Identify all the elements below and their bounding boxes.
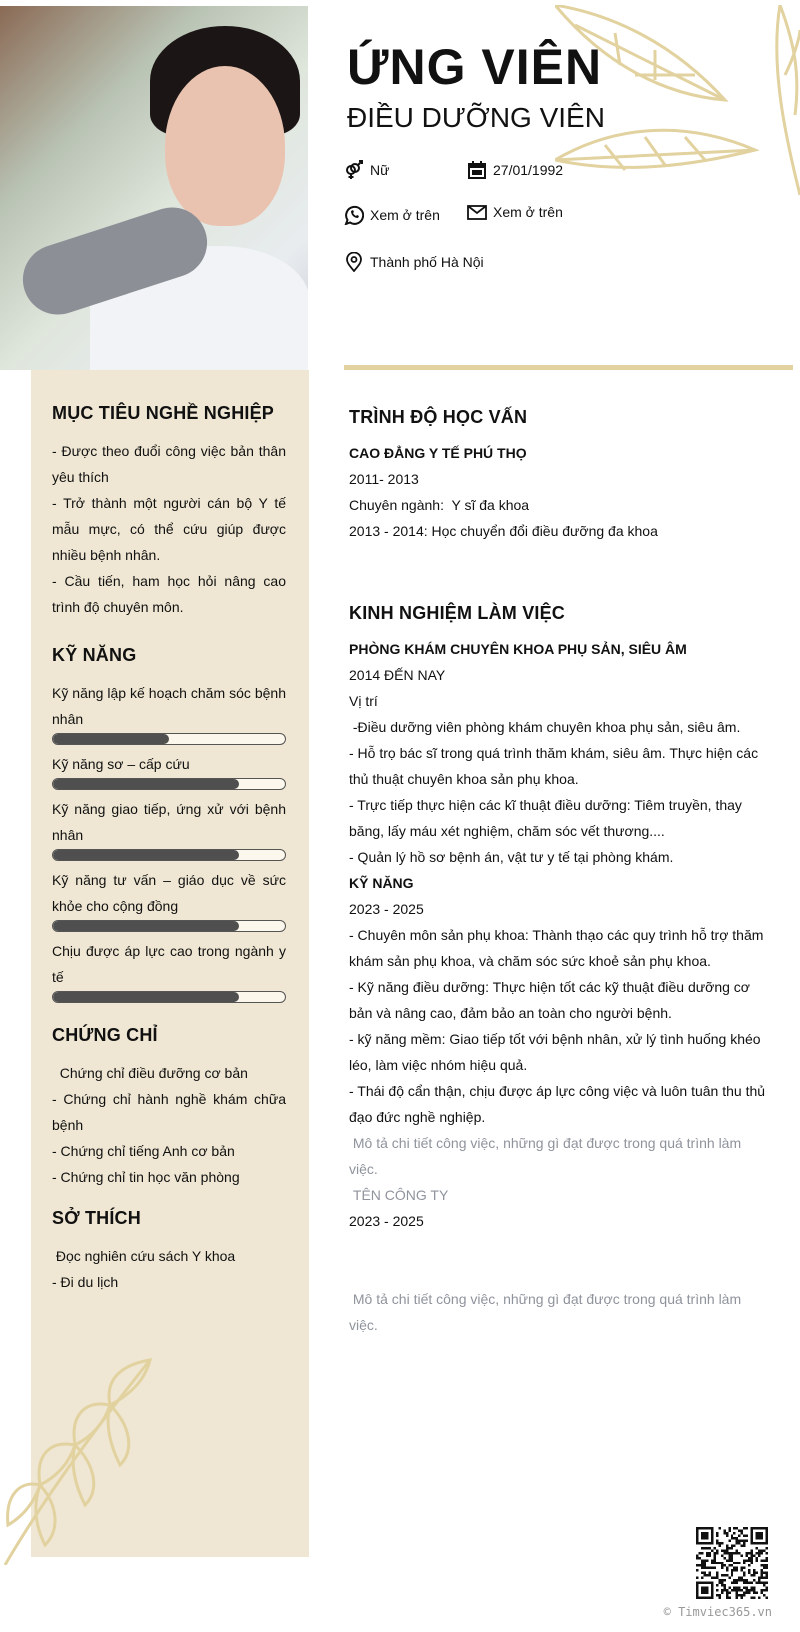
company-name: TÊN CÔNG TY: [349, 1187, 449, 1203]
job-description-placeholder: Mô tả chi tiết công việc, những gì đạt được trong quá trình làm việc.: [349, 1135, 746, 1177]
job-description-line: - Kỹ năng điều dưỡng: Thực hiện tốt các kỹ thuật điều dưỡng cơ bản và nâng cao, đảm bảo an toàn cho người bệnh.: [349, 979, 754, 1021]
job-description-placeholder: Mô tả chi tiết công việc, những gì đạt được trong quá trình làm việc.: [349, 1291, 746, 1333]
header-divider: [344, 365, 793, 370]
skill-level-fill: [53, 779, 239, 789]
objective-title: MỤC TIÊU NGHỀ NGHIỆP: [52, 403, 275, 423]
birthday-info: [467, 160, 563, 180]
candidate-name: ỨNG VIÊN: [347, 39, 603, 95]
job-description-line: -Điều dưỡng viên phòng khám chuyên khoa phụ sản, siêu âm.: [349, 719, 741, 735]
profile-photo: [0, 6, 308, 370]
skill-label: Chịu được áp lực cao trong ngành y tế: [52, 943, 286, 985]
skill-label: Kỹ năng lập kế hoạch chăm sóc bệnh nhân: [52, 685, 286, 727]
skill-level-bar: [52, 920, 286, 932]
skills-title: KỸ NĂNG: [52, 645, 137, 665]
skill-level-fill: [53, 921, 239, 931]
certificates-section: [52, 1022, 286, 1190]
certificate-item: - Chứng chỉ hành nghề khám chữa bệnh: [52, 1091, 286, 1133]
skill-label: Kỹ năng tư vấn – giáo dục về sức khỏe cho cộng đồng: [52, 872, 286, 914]
company-name: KỸ NĂNG: [349, 875, 414, 891]
phone-value: Xem ở trên: [370, 207, 440, 223]
job-period: 2014 ĐẾN NAY: [349, 667, 446, 683]
job-description-line: - Chuyên môn sản phụ khoa: Thành thạo các quy trình hỗ trợ thăm khám sản phụ khoa, và chăm sóc sức khoẻ sản phụ khoa.: [349, 927, 768, 969]
certificate-item: Chứng chỉ điều đưỡng cơ bản: [52, 1065, 248, 1081]
skill-level-fill: [53, 734, 169, 744]
address-info: [344, 252, 484, 272]
birthday-value: 27/01/1992: [493, 162, 564, 178]
skill-level-bar: [52, 991, 286, 1003]
skill-level-fill: [53, 850, 239, 860]
skill-level-bar: [52, 849, 286, 861]
location-pin-icon: [344, 252, 364, 272]
objective-line: - Được theo đuổi công việc bản thân yêu thích: [52, 443, 286, 485]
phone-info: [344, 205, 440, 225]
job-description-line: - Hỗ trọ bác sĩ trong quá trình thăm khám, siêu âm. Thực hiện các thủ thuật chuyên khoa sản phụ khoa.: [349, 745, 762, 787]
experience-section: [349, 600, 769, 1338]
certificates-title: CHỨNG CHỈ: [52, 1025, 158, 1045]
address-value: Thành phố Hà Nội: [370, 254, 484, 270]
candidate-position: ĐIỀU DƯỠNG VIÊN: [347, 102, 605, 133]
job-entry: [349, 870, 769, 1182]
copyright: © Timviec365.vn: [663, 1605, 772, 1619]
education-period: 2011- 2013: [349, 471, 419, 487]
envelope-icon: [467, 202, 487, 222]
company-name: PHÒNG KHÁM CHUYÊN KHOA PHỤ SẢN, SIÊU ÂM: [349, 641, 687, 657]
email-value: Xem ở trên: [493, 204, 563, 220]
objective-line: - Trở thành một người cán bộ Y tế mẫu mực, có thể cứu giúp được nhiều bệnh nhân.: [52, 495, 286, 563]
qr-code: [696, 1527, 768, 1599]
job-entry: [349, 636, 769, 870]
education-line: 2013 - 2014: Học chuyển đổi điều đưỡng đa khoa: [349, 523, 658, 539]
skill-label: Kỹ năng sơ – cấp cứu: [52, 756, 190, 772]
hobby-item: - Đi du lịch: [52, 1274, 119, 1290]
certificate-item: - Chứng chỉ tiếng Anh cơ bản: [52, 1143, 235, 1159]
skill-level-bar: [52, 733, 286, 745]
skill-level-fill: [53, 992, 239, 1002]
email-info: [467, 202, 563, 222]
hobbies-title: SỞ THÍCH: [52, 1208, 141, 1228]
calendar-icon: [467, 160, 487, 180]
skill-label: Kỹ năng giao tiếp, ứng xử với bệnh nhân: [52, 801, 286, 843]
job-description-line: - Quản lý hồ sơ bệnh án, vật tư y tế tại phòng khám.: [349, 849, 674, 865]
gender-icon: [344, 160, 364, 180]
job-description-line: - Thái độ cẩn thận, chịu được áp lực công việc và luôn tuân thu thủ đạo đức nghề nghiệp.: [349, 1083, 769, 1125]
job-period: 2023 - 2025: [349, 1213, 424, 1229]
job-entry: [349, 1182, 769, 1338]
skill-level-bar: [52, 778, 286, 790]
education-section: [349, 404, 769, 544]
whatsapp-phone-icon: [344, 205, 364, 225]
job-description-line: - kỹ năng mềm: Giao tiếp tốt với bệnh nhân, xử lý tình huống khéo léo, làm việc nhóm hiệu quả.: [349, 1031, 765, 1073]
job-description-line: Vị trí: [349, 693, 378, 709]
skills-section: [52, 642, 286, 1009]
education-title: TRÌNH ĐỘ HỌC VẤN: [349, 407, 528, 427]
hobbies-section: [52, 1205, 286, 1295]
experience-title: KINH NGHIỆM LÀM VIỆC: [349, 603, 566, 623]
gender-value: Nữ: [370, 162, 390, 178]
job-period: 2023 - 2025: [349, 901, 424, 917]
objective-section: [52, 400, 286, 620]
certificate-item: - Chứng chỉ tin học văn phòng: [52, 1169, 240, 1185]
objective-line: - Cầu tiến, ham học hỏi nâng cao trình độ chuyên môn.: [52, 573, 286, 615]
education-line: Chuyên ngành: Y sĩ đa khoa: [349, 497, 530, 513]
hobby-item: Đọc nghiên cứu sách Y khoa: [52, 1248, 236, 1264]
job-description-line: - Trực tiếp thực hiện các kĩ thuật điều dưỡng: Tiêm truyền, thay băng, lấy máu xét nghiệm, chăm sóc vết thương....: [349, 797, 746, 839]
gender-info: [344, 160, 389, 180]
school-name: CAO ĐẲNG Y TẾ PHÚ THỌ: [349, 445, 527, 461]
